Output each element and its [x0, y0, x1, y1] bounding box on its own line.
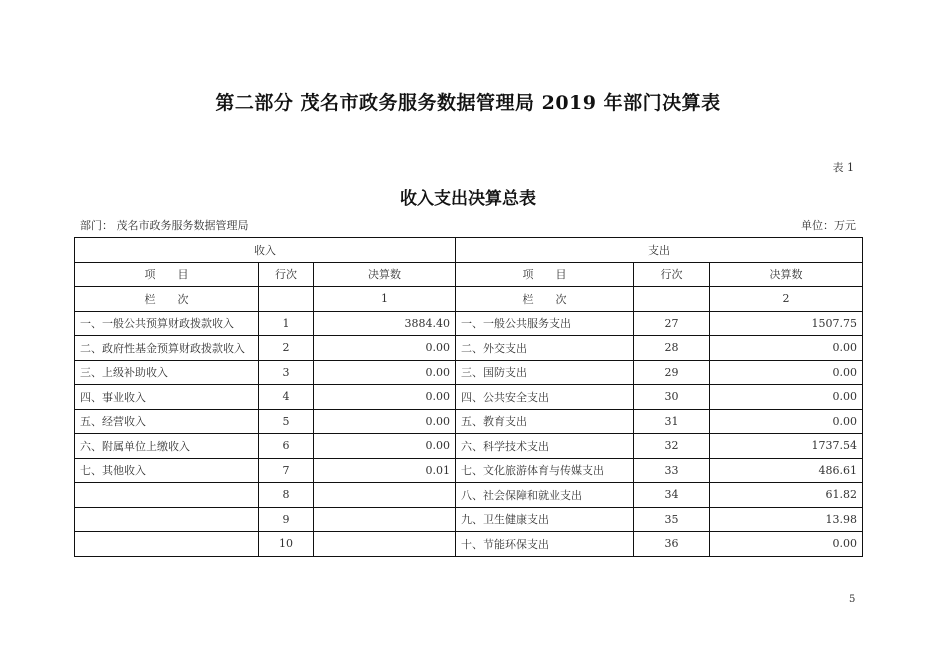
- page-number: 5: [849, 594, 856, 605]
- income-expense-table: [74, 237, 863, 557]
- income-amount: 0.00: [314, 434, 456, 459]
- expense-col-item: 项 目: [456, 262, 634, 287]
- income-item: 四、事业收入: [75, 385, 259, 410]
- expense-col-row-no: 行次: [634, 262, 710, 287]
- expense-item: 十、节能环保支出: [456, 532, 634, 557]
- expense-item: 五、教育支出: [456, 409, 634, 434]
- unit-label: 单位：万元: [801, 219, 856, 232]
- expense-amount: 1507.75: [710, 311, 863, 336]
- section-header-row: [75, 238, 863, 263]
- table-row: [75, 311, 863, 336]
- income-item: [75, 507, 259, 532]
- income-item: 七、其他收入: [75, 458, 259, 483]
- expense-label-row: 栏 次: [456, 287, 634, 312]
- income-row-no: 7: [259, 458, 314, 483]
- income-item: 一、一般公共预算财政拨款收入: [75, 311, 259, 336]
- income-col-amount: 决算数: [314, 262, 456, 287]
- expense-row-no: 30: [634, 385, 710, 410]
- expense-amount: 0.00: [710, 360, 863, 385]
- income-row-no: 8: [259, 483, 314, 508]
- expense-item: 三、国防支出: [456, 360, 634, 385]
- expense-row-no: 28: [634, 336, 710, 361]
- expense-amount: 486.61: [710, 458, 863, 483]
- expense-item: 六、科学技术支出: [456, 434, 634, 459]
- table-row: [75, 483, 863, 508]
- expense-row-no: 34: [634, 483, 710, 508]
- column-index-row: [75, 287, 863, 312]
- income-row-no: 10: [259, 532, 314, 557]
- expense-amount: 61.82: [710, 483, 863, 508]
- income-item: [75, 532, 259, 557]
- income-row-no: 9: [259, 507, 314, 532]
- income-col-index: 1: [314, 287, 456, 312]
- expense-row-no: 32: [634, 434, 710, 459]
- income-label-row: 栏 次: [75, 287, 259, 312]
- income-amount: 0.01: [314, 458, 456, 483]
- expense-amount: 1737.54: [710, 434, 863, 459]
- income-row-no: 4: [259, 385, 314, 410]
- income-item: 三、上级补助收入: [75, 360, 259, 385]
- income-amount: 0.00: [314, 409, 456, 434]
- expense-item: 八、社会保障和就业支出: [456, 483, 634, 508]
- page-title: 第二部分 茂名市政务服务数据管理局 2019 年部门决算表: [215, 92, 721, 114]
- table-row: [75, 360, 863, 385]
- table-row: [75, 434, 863, 459]
- income-amount: 0.00: [314, 385, 456, 410]
- column-header-row: [75, 262, 863, 287]
- income-amount: 0.00: [314, 336, 456, 361]
- expense-item: 四、公共安全支出: [456, 385, 634, 410]
- expense-row-no: 35: [634, 507, 710, 532]
- table-row: [75, 409, 863, 434]
- income-item: 五、经营收入: [75, 409, 259, 434]
- expense-amount: 0.00: [710, 409, 863, 434]
- expense-index-blank: [634, 287, 710, 312]
- income-header: 收入: [75, 238, 456, 263]
- income-row-no: 1: [259, 311, 314, 336]
- expense-row-no: 36: [634, 532, 710, 557]
- expense-item: 九、卫生健康支出: [456, 507, 634, 532]
- expense-header: 支出: [456, 238, 863, 263]
- table-row: [75, 507, 863, 532]
- table-title: 收入支出决算总表: [400, 189, 536, 209]
- expense-item: 二、外交支出: [456, 336, 634, 361]
- income-row-no: 5: [259, 409, 314, 434]
- table-row: [75, 336, 863, 361]
- expense-amount: 0.00: [710, 385, 863, 410]
- income-row-no: 2: [259, 336, 314, 361]
- expense-row-no: 31: [634, 409, 710, 434]
- expense-row-no: 29: [634, 360, 710, 385]
- expense-row-no: 27: [634, 311, 710, 336]
- expense-item: 一、一般公共服务支出: [456, 311, 634, 336]
- expense-amount: 13.98: [710, 507, 863, 532]
- table-row: [75, 458, 863, 483]
- department-label: 部门： 茂名市政务服务数据管理局: [80, 219, 249, 232]
- income-amount: [314, 532, 456, 557]
- income-amount: 0.00: [314, 360, 456, 385]
- income-row-no: 6: [259, 434, 314, 459]
- income-amount: [314, 507, 456, 532]
- income-row-no: 3: [259, 360, 314, 385]
- table-row: [75, 385, 863, 410]
- income-index-blank: [259, 287, 314, 312]
- income-amount: 3884.40: [314, 311, 456, 336]
- income-col-row-no: 行次: [259, 262, 314, 287]
- expense-item: 七、文化旅游体育与传媒支出: [456, 458, 634, 483]
- expense-amount: 0.00: [710, 336, 863, 361]
- expense-amount: 0.00: [710, 532, 863, 557]
- table-number: 表 1: [832, 161, 854, 174]
- expense-col-amount: 决算数: [710, 262, 863, 287]
- income-col-item: 项 目: [75, 262, 259, 287]
- expense-col-index: 2: [710, 287, 863, 312]
- expense-row-no: 33: [634, 458, 710, 483]
- income-item: 六、附属单位上缴收入: [75, 434, 259, 459]
- income-item: [75, 483, 259, 508]
- income-amount: [314, 483, 456, 508]
- income-item: 二、政府性基金预算财政拨款收入: [75, 336, 259, 361]
- table-row: [75, 532, 863, 557]
